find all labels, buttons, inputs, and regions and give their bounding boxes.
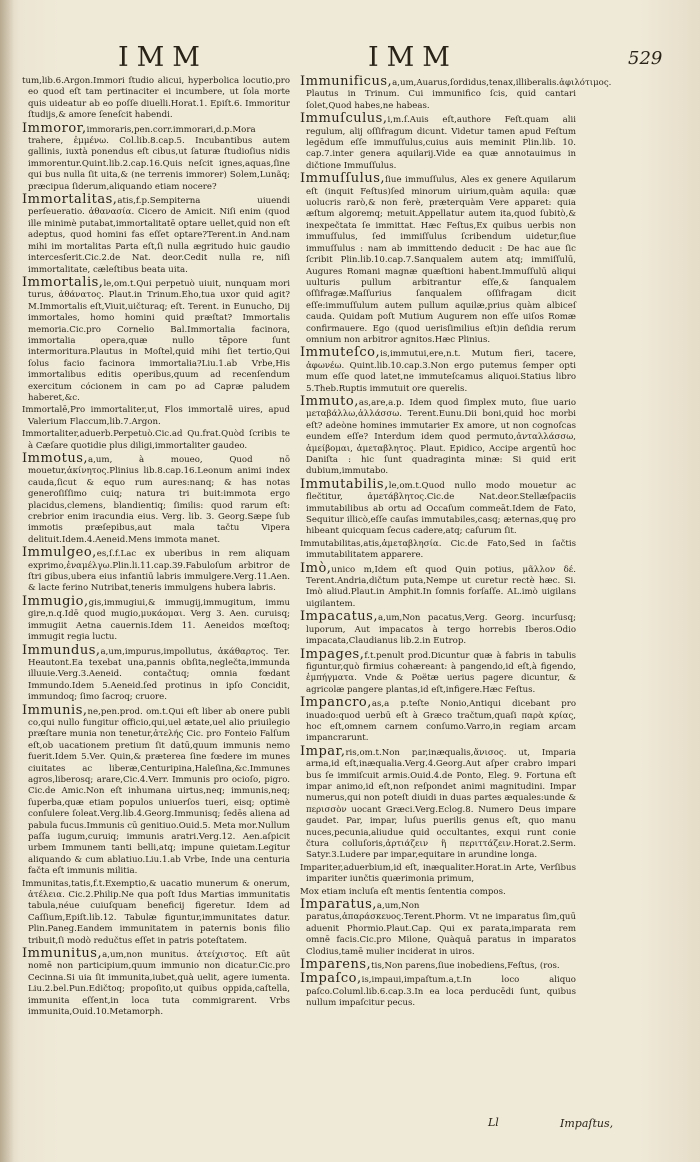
entry-headword: Immuſculus,	[300, 111, 388, 127]
entry-definition: immoraris,pen.corr.immorari,d.p.Mora trahere, ἐμμένω. Col.lib.8.cap.5. Incubantibus autem gallinis, iuxtà ponendus eſt cibus,ut ſaturæ ſtudioſius nidis immorentur.Quint.lib.2.cap.16.Quis neſcit ignes,aquas,ſine qui bus nulla ſit uita,& (ne terrenis immorer) Solem,Lunãq; præcipua ſiderum,aliquando etiam nocere?	[28, 124, 290, 192]
page-footer	[488, 1116, 614, 1130]
entry-definition: a,um,Non pacatus,Verg. Georg. incurſusq; luporum, Aut impacatos à tergo horrebis Iberos.Odio impacata,Claudianus lib.2.in Eutrop.	[306, 613, 576, 647]
page-number: 529	[628, 48, 663, 69]
signature-mark: Ll	[488, 1116, 499, 1129]
dictionary-entry	[300, 74, 612, 112]
entry-definition: ne,pen.prod. om.t.Qui eſt liber ab onere publi co,qui nullo fungitur officio,qui,uel ætate,uel alio priuilegio præſtare munia non tenetur,ἀτελής Cic. pro Fonteio Falſum eſt,ob uacationem pretium ſit datū,quum immunis nemo fuerit.Idem 5.Ver. Quin,& præterea ſine fœdere im munes ciuitates ac liberæ,Centuripina,Haleſina,&c.Immunes agros,liberosq; arare,Cic.4.Verr. Immunis pro ocioſo, pigro. Cic.de Amic.Non eſt inhumana uirtus,neq; immunis,neq; ſuperba,quæ etiam populos uniuerſos tueri, eisq; optimè conſulere ſoleat.Verg.lib.4.Georg.Immunisq; ſedēs aliena ad pabula fucus.Immunis cū genitiuo.Ouid.5. Meta mor.Nullum paſſa iugum,curuiq; immunis aratri.Verg.12. Aen.aſpicit urbem Immunem tanti belli,atq; impune quietam.Legitur aliquando & cum ablatiuo.Liu.1.ab Vrbe, Inde una centuria fačta eſt immunis militia.	[28, 706, 290, 877]
entry-definition: Immortaliter,aduerb.Perpetuò.Cic.ad Qu.frat.Quòd ſcribis te à Cæſare quotidie plus diligi,immortaliter gaudeo.	[22, 429, 290, 451]
entry-headword: Immunitus,	[22, 946, 103, 962]
dictionary-entry	[22, 76, 290, 122]
binding-shadow	[0, 0, 14, 1162]
entry-definition: as,a p.teſte Nonio,Antiqui dicebant pro inuado:quod uerbū eſt à Græco tračtum,quaſi παρὰ κρίας, hoc eſt,omnem carnem conſumo.Varro,in regiam arcam impancrarunt.	[306, 699, 576, 744]
dictionary-entry	[300, 973, 576, 1009]
entry-definition: le,om.t.Quod nullo modo mouetur ac flečtitur, ἀμετάβλητος.Cic.de Nat.deor.Stellæſpaciis immutabilibus ab ortu ad Occaſum commeāt.Idem de Fato, Sequitur illicò,eſſe cauſas immutabiles,casq; æternas,quę pro hibeant quicquam ſecus cadere,atq; caſurum ſit.	[306, 480, 576, 537]
dictionary-entry	[22, 453, 290, 546]
entry-headword: Immugio,	[22, 593, 89, 609]
dictionary-entry	[22, 593, 290, 644]
right-column	[300, 74, 612, 1011]
dictionary-entry	[300, 347, 576, 395]
dictionary-entry	[22, 702, 290, 878]
header-right-guide-word: IMM	[368, 42, 458, 73]
entry-definition: a,um,Non paratus,ἀπαράσκευος.Terent.Phorm. Vt ne imparatus ſim,quū aduenit Phormio.Plaut.Cap. Qui ex parata,imparata rem omnē facis.Cic.pro Milone, Quàquā paratus in imparatos Clodius,tamē mulier inciderat in uiros.	[306, 901, 576, 957]
dictionary-entry	[300, 173, 576, 346]
entry-definition: f.t.penult prod.Dicuntur quæ à fabris in tabulis figuntur,quò firmius cohæreant: à pangendo,id eſt,à figendo, ἐμπήγματα. Vnde & Poëtæ uerius pagere dicuntur, & agricolæ pangere plantas,id eſt,infigere.Hæc Feſtus.	[306, 650, 576, 695]
entry-headword: Immutabilis,	[300, 476, 389, 492]
dictionary-entry	[22, 642, 290, 704]
entry-definition: es,ſ.f.Lac ex uberibus in rem aliquam exprimo,ἐναμέλγω.Plin.li.11.cap.39.Fabuloſum arbitror de ſtri gibus,ubera eius infantiū labris immulgere.Verg.11.Aen. & lacte ferino Nutribat,teneris immulgens hubera labris.	[28, 549, 290, 594]
entry-definition: le,om.t.Qui perpetuò uiuit, nunquam mori turus, ἀθάνατος. Plaut.in Trinum.Eho,tua uxor quid agit? M.Immortalis eſt,Viuit,uičturaq; eſt. Terent. in Eunucho, Dij immortales, homo homini quid præſtat? Immortalis memoria.Cic.pro Cornelio Bal.Immortalia facinora, immortalia opera,quæ nullo tēpore ſunt intermoritura.Plautus in Moſtel,quid mihi ſiet tertio,Qui ſolus facio facinora immortalia?Liu.1.ab Vrbe,His immortalibus editis operibus,quum ad recenſendum exercitum cócionem in cam po ad Capræ paludem haberet,&c.	[28, 278, 290, 403]
dictionary-entry	[300, 560, 576, 611]
entry-definition: gis,immugiui,& immugij,immugitum, immu gire,n.q.Idē quod mugio,μυκάομαι. Verg 3. Aen. curuisq; immugiit Aetna cauernis.Idem 11. Aeneidos mœſtoq; immugit regia luctu.	[28, 597, 290, 643]
entry-definition: a,um,non munitus. ἀτείχιστος. Eſt aūt nomē non participium,quum immunio non dicatur.Cic.pro Cecinna.Si uia ſit immunita,iubet,quà uelit, agere iumenta. Liu.2.bel.Pun.Edičtoq; propoſito,ut quibus oppida,caſtella, immunita eſſent,in loca tuta commigrarent. Vrbs immunita,Ouid.10.Metamorph.	[28, 950, 290, 1018]
entry-definition: Immunitas,tatis,f.t.Exemptio,& uacatio munerum & onerum, ἀτέλεια. Cic.2.Philip.Ne qua poſt Idus Martias immunitatis tabula,néue cuiuſquam beneficij figeretur. Idem ad Caſſium,Epiſt.lib.12. Tabulæ figuntur,immunitates datur. Plin.Paneg.Eandem immunitatem in paternis bonis filio tribuit,ſi modò redučtus eſſet in patris poteſtatem.	[22, 878, 290, 946]
entry-headword: Imparatus,	[300, 897, 377, 913]
dictionary-entry	[300, 959, 576, 972]
entry-headword: Impancro,	[300, 695, 372, 711]
entry-headword: Immoror,	[22, 120, 87, 136]
dictionary-entry	[300, 743, 576, 862]
dictionary-entry	[22, 547, 290, 595]
entry-definition: a,um, à moueo, Quod nō mouetur,ἀκίνητος.Plinius lib.8.cap.16.Leonum animi index cauda,ſicut & equo rum aures:nanq; & has notas generoſiſſimo cuiq; natura tri buit:immota ergo placidus,clemens, blandientiq; ſimilis: quod rarum eſt: crebrior enim iracundia eius. Verg. lib. 3. Georg.Sæpe ſub immotis præſepibus,aut mala tačtu Vipera delituit.Idem.4.Aeneid.Mens immota manet.	[28, 455, 290, 545]
entry-definition: tum,lib.6.Argon.Immori ſtudio alicui, hyperbolica locutio,pro eo quod eſt tam pertinaciter ei incumbere, ut ſola morte quis uideatur ab eo poſſe diuelli.Horat.1. Epiſt.6. Immoritur ſtudijs,& amore ſeneſcit habendi.	[22, 76, 290, 121]
entry-headword: Impacatus,	[300, 609, 378, 625]
left-column	[22, 76, 290, 1020]
entry-definition: is,immutui,ere,n.t. Mutum fieri, tacere, ἀφωνέω. Quint.lib.10.cap.3.Non ergo putemus ſemper opti mum eſſe quod latet,ne immuteſcamus aliquoi.Statius libro 5.Theb.Ruptis immutuit ore querelis.	[306, 349, 576, 394]
dictionary-entry	[300, 697, 576, 745]
dictionary-entry	[22, 879, 290, 947]
dictionary-entry	[300, 113, 576, 172]
dictionary-entry	[22, 948, 290, 1018]
entry-headword: Immundus,	[22, 642, 101, 658]
entry-definition: i,m.ſ.Auis eſt,authore Feſt.quam alii regulum, alij oſſifragum dicunt. Videtur tamen apud Feſtum legēdum eſſe immuſſulus,cuius auis meminit Plin.lib. 10. cap.7.inter genera aquilarij.Vide ea quæ annotauimus in dičtione Immuſſulus.	[306, 115, 576, 171]
entry-definition: ris,om.t.Non par,inæqualis,ἄνισος. ut, Imparia arma,id eſt,inæqualia.Verg.4.Georg.Aut aſper crabro impari bus ſe immiſcuit armis.Ouid.4.de Ponto, Eleg. 9. Fortuna eſt impar animo,id eſt,non reſpondet animi magnitudini. Impar numerus,qui non poteſt diuidi in duas partes æquales:unde & περισσὸν uocant Græci.Verg.Eclog.8. Numero Deus impare gaudet. Par, impar, luſus puerilis genus eſt, quo manu nuces,pecunia,aliudue quid occultantes, exqui runt conie čtura colluſoris,ἀρτιάζειν ἢ περιττάζειν.Horat.2.Serm. Satyr.3.Ludere par impar,equitare in arundine longa.	[306, 747, 576, 861]
dictionary-entry	[300, 393, 576, 478]
entry-headword: Immuteſco,	[300, 345, 381, 361]
entry-definition: ſiue immuſſulus, Ales ex genere Aquilarum eſt (inquit Feſtus)ſed minorum uirium,quàm aquila: quæ uolucris rarò,& non ferè, præterquàm Vere apparet: quia æſtum algoremq; metuit.Appellatur autem ita,quod ſubitò,& inexpečtata ſe immittat. Hæc Feſtus,Ex quibus uerbis non immuſſulus, ſed immiſſulus ſcribendum uidetur,ſiue immuſſulus : nam ab immittendo deducit : De hac aue ſic ſcribit Plin.lib.10.cap.7.Sanqualem autem atq; immiſſulū, Augures Romani magnæ quæſtioni habent.Immuſſulū aliqui uulturis pullum arbitrantur eſſe,& ſanqualem oſſifragæ.Maſſurius ſanqualem oſſifragam dicit eſſe:immuſſulum autem pullum aquilæ,prius quàm albiceſ cauda. Quidam poſt Mutium Augurem non eſſe uiſos Romæ confirmauere. Ego (quod uerisſimilius eſt)in deſidia rerum omnium non arbitror agnitos.Hæc Plinius.	[306, 175, 576, 345]
dictionary-entry	[22, 194, 290, 276]
entry-headword: Immulgeo,	[22, 545, 97, 561]
entry-headword: Immotus,	[22, 451, 89, 466]
entry-definition: as,are,a.p. Idem quod ſimplex muto, ſiue uario μεταβάλλω,ἀλλάσσω. Terent.Eunu.Dii boni,quid hoc morbi eſt? adeòne homines immutarier Ex amore, ut non cognoſcas eundem eſſe? Interdum idem quod permuto,ἀνταλλάσσω, ἀμείβομαι, ἀμεταβλητος. Plaut. Epidico, Accipe argentū hoc Daniſta : hic ſunt quadraginta minæ: Si quid erit dubium,immutabo.	[306, 397, 576, 477]
entry-definition: a,um,impurus,impollutus, ἀκάθαρτος. Ter. Heautont.Ea texebat una,pannis obſita,neglečta,immunda illuuie.Verg.3.Aeneid. contačtuq; omnia fœdant Immundo.Idem 5.Aeneid.ſed protinus in ipſo Concidit, immundoq; ſimo ſacroq; cruore.	[28, 646, 290, 703]
entry-headword: Immortalitas,	[22, 192, 118, 208]
dictionary-entry	[22, 429, 290, 452]
entry-definition: tis,Non parens,ſiue inobediens,Feſtus, (ros.	[371, 961, 560, 972]
entry-headword: Immuſſulus,	[300, 171, 385, 187]
entry-headword: Impar,	[300, 743, 346, 759]
header-left-guide-word: IMM	[118, 42, 208, 73]
dictionary-entry	[22, 405, 290, 428]
dictionary-entry	[300, 476, 576, 538]
dictionary-entry	[300, 899, 576, 958]
entry-headword: Immunificus,	[300, 74, 393, 89]
dictionary-entry	[22, 274, 290, 404]
entry-headword: Immuto,	[300, 393, 359, 409]
entry-definition: atis,f.p.Sempiterna uiuendi perſeueratio. ἀθανασία. Cicero de Amicit. Niſi enim (quod ille minimè putabat,immortalitatē optare uellet,quid non eſt adeptus, quod homini fas eſſet optare?Terent.in And.nam mihi im mortalitas Parta eſt,ſi nulla ægritudo huic gaudio intercesſerit.Cic.2.de Nat. deor.Cedit nulla re, niſi immortalitate, cæleſtibus beata uita.	[28, 196, 290, 275]
entry-headword: Imò,	[300, 560, 332, 576]
entry-definition: Immutabilitas,atis,ἀμεταβλησία. Cic.de Fato,Sed in ſačtis immutabilitatem apparere.	[300, 538, 576, 561]
entry-definition: is,impaui,impaſtum.a,t.In loco aliquo paſco.Columl.lib.6.cap.3.In ea loca perducēdi ſunt, quibus nullum impaſcitur pecus.	[306, 975, 576, 1009]
entry-headword: Immortalis,	[22, 274, 104, 290]
dictionary-entry	[300, 646, 576, 697]
entry-headword: Immunis,	[22, 702, 88, 718]
dictionary-entry	[300, 863, 576, 886]
entry-definition: unico m,Idem eſt quod Quin potius, μᾶλλον δέ. Terent.Andria,dičtum puta,Nempe ut curetur rectè hæc. Si. Imò aliud.Plaut.in Amphit.In ſomnis forſaſſe. AL.imò uigilans uigilantem.	[306, 564, 576, 609]
entry-definition: Immortalē,Pro immortaliter,ut, Flos immortalē uires, apud Valerium Flaccum,lib.7.Argon.	[22, 405, 290, 427]
entry-definition: Mox etiam incluſa eſt mentis ſententia compos.	[300, 886, 506, 897]
entry-definition: Impariter,aduerbium,id eſt, inæqualiter.Horat.in Arte, Verſibus impariter iunčtis quærimonia primum,	[300, 862, 576, 885]
entry-headword: Impages,	[300, 646, 365, 662]
dictionary-entry	[300, 539, 576, 562]
dictionary-entry	[22, 120, 290, 193]
entry-definition: a,um,Auarus,ſordidus,tenax,illiberalis.ἀφιλότιμος. Plautus in Trinum. Cui immunifico ſcis, quid cantari ſolet,Quod habes,ne habeas.	[306, 78, 612, 111]
catchword: Impaſtus,	[560, 1117, 614, 1130]
dictionary-entry	[300, 611, 576, 647]
entry-headword: Impaſco,	[300, 971, 362, 987]
entry-headword: Imparens,	[300, 957, 372, 973]
